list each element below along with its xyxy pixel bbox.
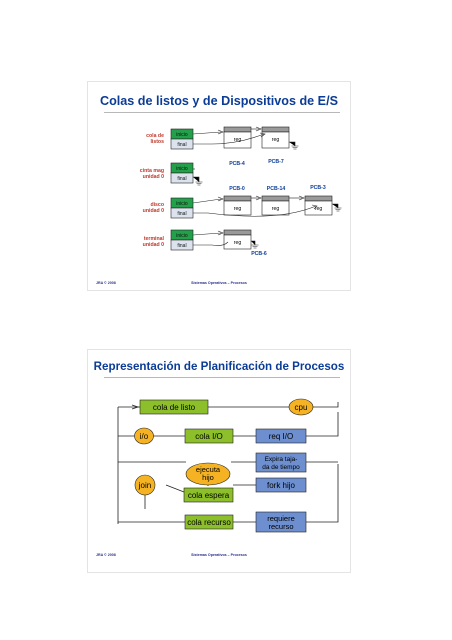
expira-label-1: Expira taja-: [264, 456, 298, 463]
join-node: [135, 475, 155, 495]
queue-terminal: [143, 230, 193, 250]
pcb-label: PCB-14: [266, 186, 286, 192]
requiere-label-1: requiere: [267, 514, 295, 523]
inicio-label: inicio: [176, 233, 188, 239]
pcb-label: PCB-7: [268, 159, 284, 165]
pcb-7: [262, 127, 289, 165]
pcb-label: PCB-3: [310, 185, 326, 191]
expira-label-2: da de tiempo: [262, 464, 300, 471]
io-node: [135, 428, 154, 444]
cola-espera-node: [184, 488, 233, 502]
queue-label-line2: listos: [150, 139, 164, 145]
queue-label-line1: terminal: [143, 236, 164, 242]
ground-icons: [193, 142, 342, 248]
join-label: join: [138, 481, 152, 490]
pcb-0: [224, 186, 251, 215]
final-label: final: [177, 176, 187, 182]
cola-listo-node: [140, 400, 208, 414]
pcb-reg: reg: [233, 137, 242, 143]
queue-label-line2: unidad 0: [142, 174, 164, 180]
queue-disk: [143, 198, 193, 218]
queue-label-line2: unidad 0: [142, 208, 164, 214]
final-label: final: [177, 211, 187, 217]
footer-course: Sistemas Operativos – Procesos: [191, 281, 247, 285]
queue-label-line1: cinta mag: [139, 168, 164, 174]
cola-listo-label: cola de listo: [152, 403, 196, 412]
requiere-label-2: recurso: [268, 522, 294, 531]
queue-tape: [140, 163, 193, 183]
cpu-label: cpu: [294, 403, 308, 412]
io-label: i/o: [139, 432, 149, 441]
cpu-node: [289, 399, 313, 415]
slide-scheduling: [88, 350, 350, 572]
inicio-label: inicio: [176, 132, 188, 138]
slide-io-queues: [88, 82, 350, 290]
pcb-label: PCB-4: [229, 161, 245, 167]
cola-recurso-label: cola recurso: [187, 518, 231, 527]
scheduling-diagram: [88, 350, 350, 572]
fork-hijo-node: [256, 478, 306, 492]
ejecuta-label-2: hijo: [202, 473, 214, 482]
cola-recurso-node: [185, 515, 233, 529]
io-queues-diagram: [88, 82, 350, 290]
pcb-label: PCB-6: [251, 251, 267, 257]
footer-copyright: JRA © 2008: [96, 281, 116, 285]
cola-io-node: [185, 429, 233, 443]
pcb-3: [305, 185, 332, 215]
slide-title: Representación de Planificación de Procesos: [93, 360, 345, 373]
ejecuta-label-1: ejecuta: [195, 465, 221, 474]
queue-label-line1: cola de: [146, 133, 164, 139]
pcb-6: [224, 230, 267, 257]
final-label: final: [177, 142, 187, 148]
inicio-label: inicio: [176, 201, 188, 207]
fork-hijo-label: fork hijo: [266, 481, 296, 490]
inicio-label: inicio: [176, 166, 188, 172]
queue-label-line1: disco: [150, 202, 164, 208]
footer-course: Sistemas Operativos – Procesos: [191, 553, 247, 557]
queue-ready: [146, 129, 193, 149]
slide-title: Colas de listos y de Dispositivos de E/S: [100, 94, 338, 108]
footer-copyright: JRA © 2008: [96, 553, 116, 557]
pointer-arrows: [193, 127, 317, 246]
expira-node: [256, 453, 306, 472]
pcb-reg: reg: [314, 206, 323, 212]
queue-label-line2: unidad 0: [142, 242, 164, 248]
pcb-reg: reg: [271, 206, 280, 212]
pcb-14: [262, 186, 289, 215]
pcb-reg: reg: [233, 240, 242, 246]
pcb-label: PCB-0: [229, 186, 245, 192]
pcb-4: [224, 127, 251, 167]
final-label: final: [177, 243, 187, 249]
req-io-node: [256, 429, 306, 443]
cola-io-label: cola I/O: [195, 432, 223, 441]
ejecuta-hijo-node: [186, 463, 230, 485]
requiere-recurso-node: [256, 512, 306, 532]
req-io-label: req I/O: [268, 432, 294, 441]
cola-espera-label: cola espera: [187, 491, 230, 500]
pcb-reg: reg: [233, 206, 242, 212]
pcb-reg: reg: [271, 137, 280, 143]
